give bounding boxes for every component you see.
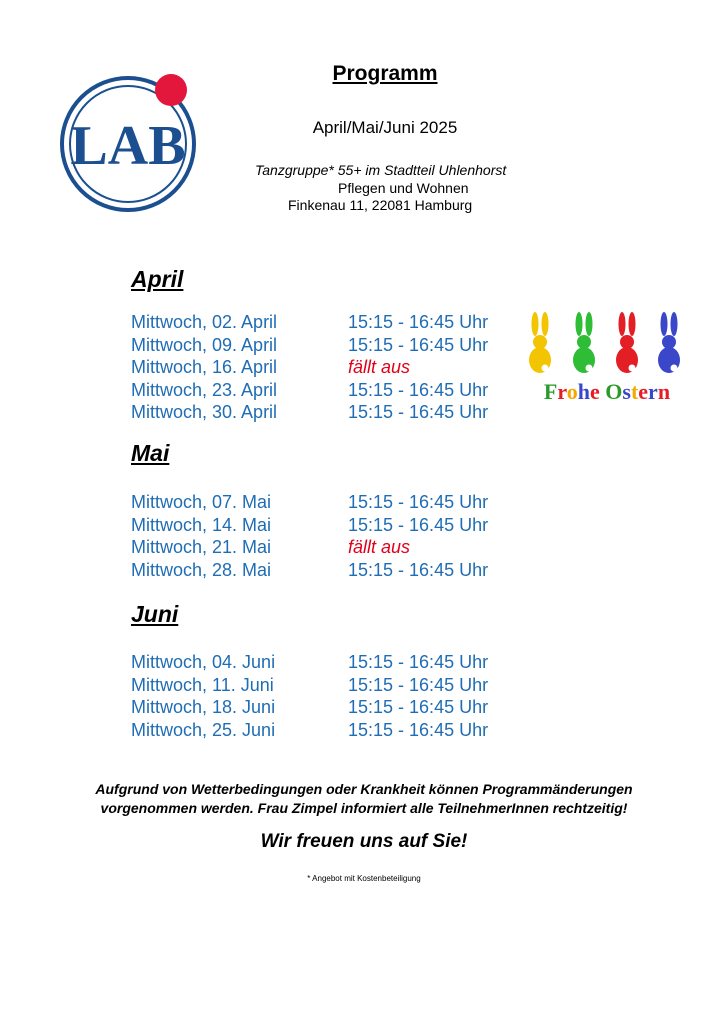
schedule-row (131, 560, 488, 581)
venue-name: Pflegen und Wohnen (338, 180, 469, 196)
bunny-icon (616, 312, 638, 373)
bunny-icon (658, 312, 680, 373)
schedule-date: Mittwoch, 21. Mai (131, 537, 272, 557)
schedule-row (131, 537, 410, 558)
month-heading: Mai (131, 440, 170, 466)
schedule-date: Mittwoch, 30. April (131, 402, 278, 422)
schedule-time: 15:15 - 16.45 Uhr (348, 514, 489, 535)
notice-text (0, 780, 728, 818)
easter-bunnies-graphic (512, 310, 702, 410)
lab-logo (58, 72, 198, 212)
bunny-icon (529, 312, 551, 373)
footnote: * Angebot mit Kostenbeteiligung (307, 874, 421, 883)
group-name: Tanzgruppe* 55+ im Stadtteil Uhlenhorst (255, 162, 507, 178)
welcome-text: Wir freuen uns auf Sie! (260, 831, 468, 852)
schedule-row (131, 652, 488, 673)
schedule-date: Mittwoch, 16. April (131, 357, 278, 377)
schedule-time: 15:15 - 16:45 Uhr (348, 492, 489, 512)
schedule-row (131, 720, 488, 741)
cancelled-label: fällt aus (348, 357, 411, 377)
schedule-time: 15:15 - 16:45 Uhr (348, 334, 489, 355)
logo-text: LAB (70, 115, 186, 177)
schedule-row (131, 312, 488, 333)
bunny-icon (573, 312, 595, 373)
schedule-row (131, 515, 488, 536)
schedule-row (131, 675, 488, 696)
page-title: Programm (332, 62, 438, 85)
notice-line-2: vorgenommen werden. Frau Zimpel informiert alle TeilnehmerInnen rechtzeitig! (100, 800, 628, 816)
schedule-time: 15:15 - 16:45 Uhr (348, 559, 489, 580)
schedule-row (131, 357, 410, 378)
schedule-row (131, 402, 488, 423)
cancelled-label: fällt aus (348, 537, 411, 557)
schedule-row (131, 335, 488, 356)
schedule-date: Mittwoch, 02. April (131, 312, 278, 332)
schedule-date: Mittwoch, 14. Mai (131, 514, 272, 535)
schedule-time: 15:15 - 16:45 Uhr (348, 652, 489, 672)
schedule-date: Mittwoch, 23. April (131, 379, 278, 400)
schedule-date: Mittwoch, 18. Juni (131, 697, 276, 717)
program-period: April/Mai/Juni 2025 (312, 118, 458, 137)
schedule-time: 15:15 - 16:45 Uhr (348, 312, 489, 332)
frohe-ostern-text: Frohe Ostern (543, 379, 671, 404)
month-heading: April (131, 266, 184, 292)
notice-line-1: Aufgrund von Wetterbedingungen oder Krankheit können Programmänderungen (95, 781, 633, 797)
schedule-row (131, 492, 488, 513)
schedule-row (131, 697, 488, 718)
schedule-date: Mittwoch, 11. Juni (131, 674, 274, 695)
schedule-time: 15:15 - 16:45 Uhr (348, 402, 489, 422)
schedule-row (131, 380, 488, 401)
schedule-date: Mittwoch, 28. Mai (131, 559, 272, 580)
schedule-time: 15:15 - 16:45 Uhr (348, 674, 489, 695)
schedule-date: Mittwoch, 09. April (131, 334, 278, 355)
schedule-date: Mittwoch, 04. Juni (131, 652, 276, 672)
schedule-time: 15:15 - 16:45 Uhr (348, 697, 489, 717)
schedule-date: Mittwoch, 25. Juni (131, 719, 276, 740)
bunny-group (529, 312, 680, 373)
schedule-time: 15:15 - 16:45 Uhr (348, 379, 489, 400)
month-heading: Juni (131, 601, 179, 627)
venue-address: Finkenau 11, 22081 Hamburg (288, 197, 473, 213)
schedule-date: Mittwoch, 07. Mai (131, 492, 272, 512)
schedule-time: 15:15 - 16:45 Uhr (348, 719, 489, 740)
